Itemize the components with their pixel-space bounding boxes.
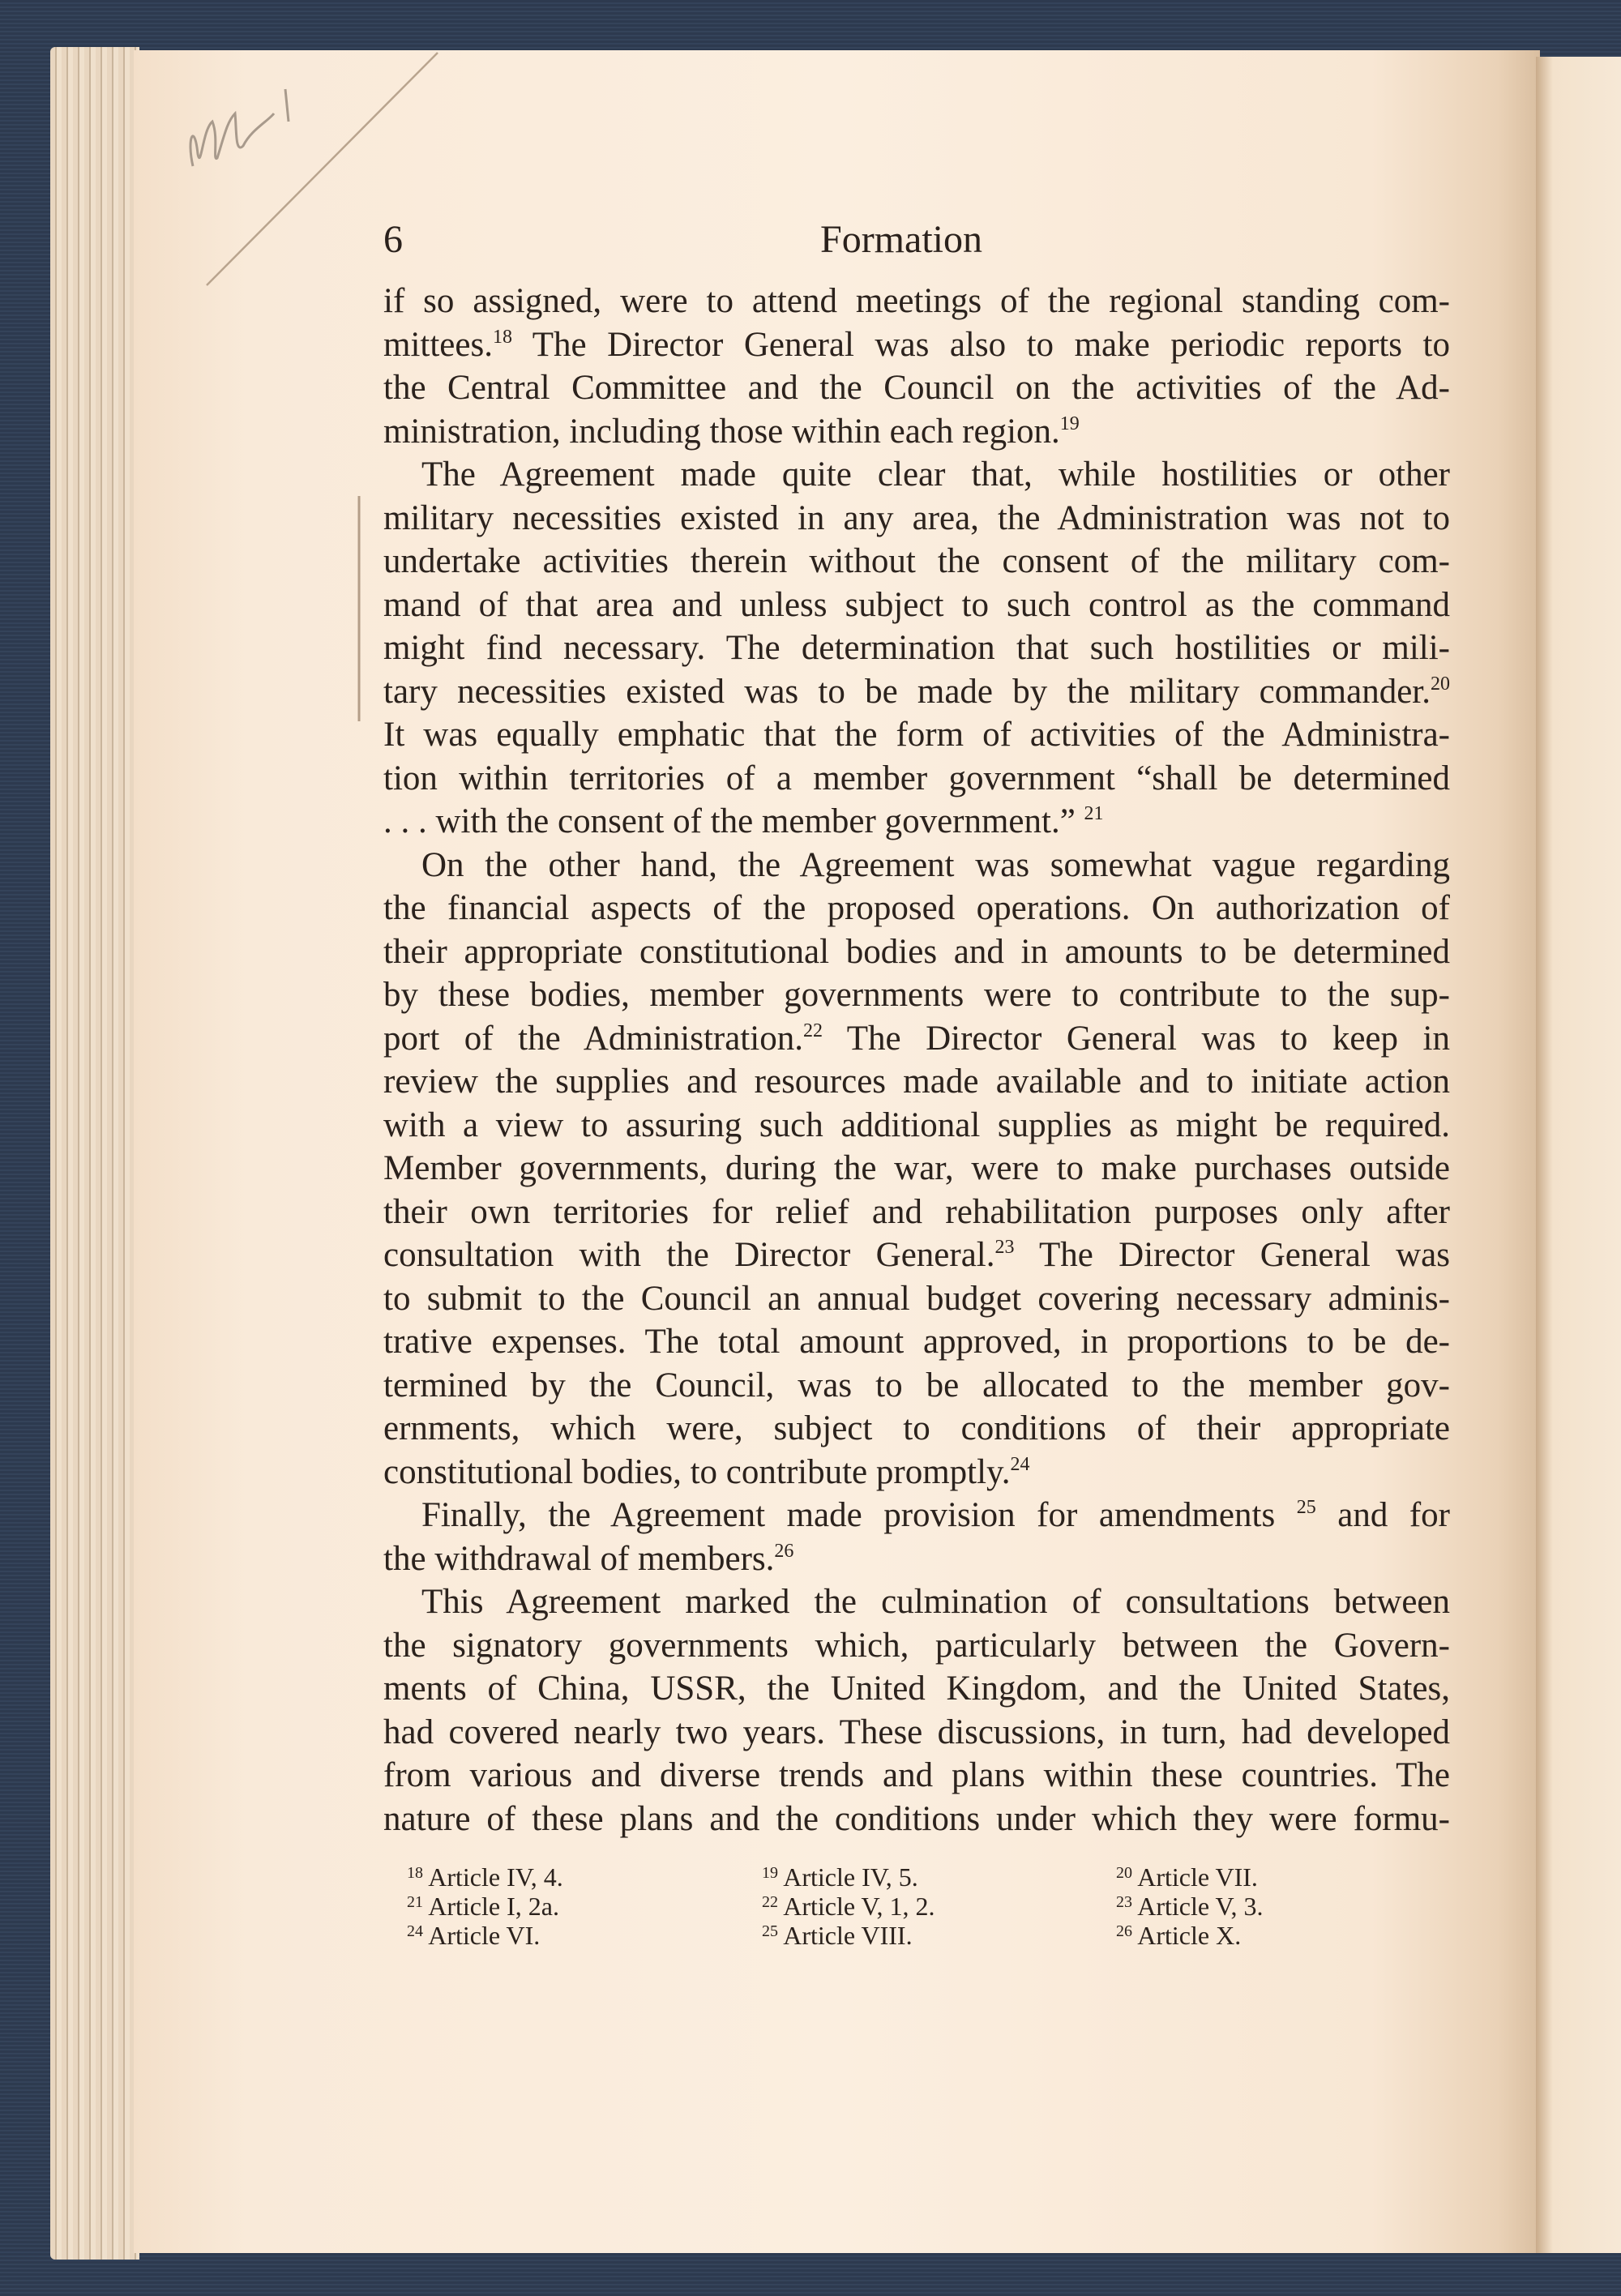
text-run: . . . with the consent of the member government.” (383, 802, 1084, 840)
footnote-number: 25 (762, 1922, 778, 1940)
footnote-number: 18 (407, 1864, 423, 1882)
footnote (762, 1862, 918, 1892)
footnote (1116, 1921, 1241, 1951)
footnote-text: Article V, 3. (1137, 1892, 1264, 1921)
footnote-number: 24 (407, 1922, 423, 1940)
text-line (383, 1407, 1450, 1451)
text-line (383, 800, 1450, 844)
text-line (383, 1754, 1450, 1798)
footnote-text: Article VII. (1137, 1862, 1258, 1892)
text-line (383, 1364, 1450, 1408)
text-line (383, 323, 1450, 367)
footnote-reference: 19 (1059, 413, 1080, 434)
footnote-number: 19 (762, 1864, 778, 1882)
footnote-reference: 21 (1084, 803, 1104, 824)
text-run: Finally, the Agreement made provision for amendments (421, 1496, 1297, 1534)
text-line (383, 280, 1450, 323)
text-line (383, 1017, 1450, 1061)
text-run: might find necessary. The determination that such hostilities or mili- (383, 629, 1450, 667)
text-line (383, 1624, 1450, 1668)
text-line (383, 887, 1450, 930)
footnote (407, 1921, 540, 1951)
text-line (383, 1320, 1450, 1364)
text-run: nature of these plans and the conditions under which they were formu- (383, 1799, 1450, 1838)
footnote-reference: 18 (492, 326, 512, 348)
footnote-text: Article VIII. (783, 1921, 913, 1950)
pencil-diagonal-line (207, 53, 438, 285)
text-run: the financial aspects of the proposed operations. On authorization of (383, 889, 1450, 927)
body-text (383, 280, 1450, 1841)
text-line (383, 497, 1450, 541)
text-line (383, 670, 1450, 714)
text-line (383, 1798, 1450, 1841)
text-run: review the supplies and resources made available and to initiate action (383, 1062, 1450, 1101)
text-run: The Director General was to keep in (822, 1019, 1450, 1058)
text-line (383, 1451, 1450, 1494)
text-run: tion within territories of a member government “shall be determined (383, 759, 1450, 797)
text-run: ments of China, USSR, the United Kingdom, and the United States, (383, 1670, 1450, 1708)
text-line (383, 366, 1450, 410)
footnote-reference: 20 (1431, 673, 1450, 695)
text-run: to submit to the Council an annual budget covering necessary adminis- (383, 1279, 1450, 1318)
footnote-reference: 25 (1296, 1497, 1316, 1518)
text-run: consultation with the Director General. (383, 1236, 995, 1274)
text-run: with a view to assuring such additional supplies as might be required. (383, 1105, 1450, 1144)
footnote-reference: 23 (994, 1237, 1015, 1258)
footnote-number: 21 (407, 1893, 423, 1911)
footnote-text: Article IV, 5. (783, 1862, 918, 1892)
text-run: military necessities existed in any area, the Administration was not to (383, 498, 1450, 537)
text-line (383, 1494, 1450, 1537)
footnote-number: 23 (1116, 1893, 1132, 1911)
footnote-number: 26 (1116, 1922, 1132, 1940)
text-run: ministration, including those within each region. (383, 412, 1060, 451)
footnote (407, 1862, 563, 1892)
text-run: the signatory governments which, particularly between the Govern- (383, 1626, 1450, 1665)
footnote (762, 1921, 913, 1951)
text-line (383, 584, 1450, 627)
text-run: if so assigned, were to attend meetings of the regional standing com- (383, 282, 1450, 320)
text-line (383, 757, 1450, 801)
text-line (383, 1277, 1450, 1321)
text-line (383, 1060, 1450, 1104)
text-line (383, 540, 1450, 584)
footnote-text: Article X. (1137, 1921, 1242, 1950)
text-run: mittees. (383, 325, 493, 364)
text-run: The Director General was also to make periodic reports to (511, 325, 1450, 364)
text-run: The Agreement made quite clear that, while hostilities or other (421, 455, 1450, 494)
text-line (383, 1104, 1450, 1148)
text-run: by these bodies, member governments were to contribute to the sup- (383, 976, 1450, 1014)
text-line (383, 1580, 1450, 1624)
text-run: On the other hand, the Agreement was somewhat vague regarding (421, 845, 1450, 884)
text-run: port of the Administration. (383, 1019, 803, 1058)
text-line (383, 626, 1450, 670)
text-run: constitutional bodies, to contribute promptly. (383, 1452, 1011, 1491)
footnote (1116, 1892, 1263, 1922)
page-number: 6 (383, 218, 403, 261)
text-run: undertake activities therein without the consent of the military com- (383, 542, 1450, 580)
text-line (383, 1147, 1450, 1191)
text-line (383, 410, 1450, 454)
text-line (383, 713, 1450, 757)
text-line (383, 453, 1450, 497)
text-line (383, 1711, 1450, 1755)
text-run: had covered nearly two years. These discussions, in turn, had developed (383, 1712, 1450, 1751)
text-run: tary necessities existed was to be made by the military commander. (383, 672, 1431, 711)
footnote-number: 20 (1116, 1864, 1132, 1882)
text-run: This Agreement marked the culmination of consultations between (421, 1583, 1450, 1621)
text-run: their own territories for relief and rehabilitation purposes only after (383, 1192, 1450, 1231)
text-line (383, 1537, 1450, 1581)
footnote-reference: 26 (774, 1540, 794, 1562)
text-line (383, 1234, 1450, 1277)
running-title: Formation (820, 218, 982, 261)
text-run: the withdrawal of members. (383, 1539, 775, 1578)
text-line (383, 844, 1450, 887)
text-run: and for (1315, 1496, 1450, 1534)
footnote (762, 1892, 935, 1922)
text-line (383, 930, 1450, 974)
footnote (1116, 1862, 1258, 1892)
handwritten-note (190, 89, 289, 166)
text-run: termined by the Council, was to be allocated to the member gov- (383, 1366, 1450, 1405)
footnote-text: Article IV, 4. (428, 1862, 563, 1892)
text-run: mand of that area and unless subject to such control as the command (383, 585, 1450, 624)
footnote-text: Article VI. (428, 1921, 541, 1950)
footnote (407, 1892, 559, 1922)
text-line (383, 1667, 1450, 1711)
text-line (383, 1191, 1450, 1234)
footnote-number: 22 (762, 1893, 778, 1911)
text-run: trative expenses. The total amount approved, in proportions to be de- (383, 1323, 1450, 1361)
text-run: The Director General was (1014, 1236, 1450, 1274)
text-line (383, 973, 1450, 1017)
footnote-text: Article I, 2a. (428, 1892, 559, 1921)
text-run: the Central Committee and the Council on the activities of the Ad- (383, 369, 1450, 407)
text-run: their appropriate constitutional bodies and in amounts to be determined (383, 932, 1450, 971)
text-run: Member governments, during the war, were to make purchases outside (383, 1149, 1450, 1187)
text-run: It was equally emphatic that the form of activities of the Administra- (383, 716, 1450, 754)
footnote-reference: 22 (802, 1020, 823, 1041)
text-run: ernments, which were, subject to conditions of their appropriate (383, 1409, 1450, 1447)
text-run: from various and diverse trends and plans within these countries. The (383, 1756, 1450, 1794)
footnote-reference: 24 (1010, 1453, 1030, 1475)
footnote-text: Article V, 1, 2. (783, 1892, 935, 1921)
